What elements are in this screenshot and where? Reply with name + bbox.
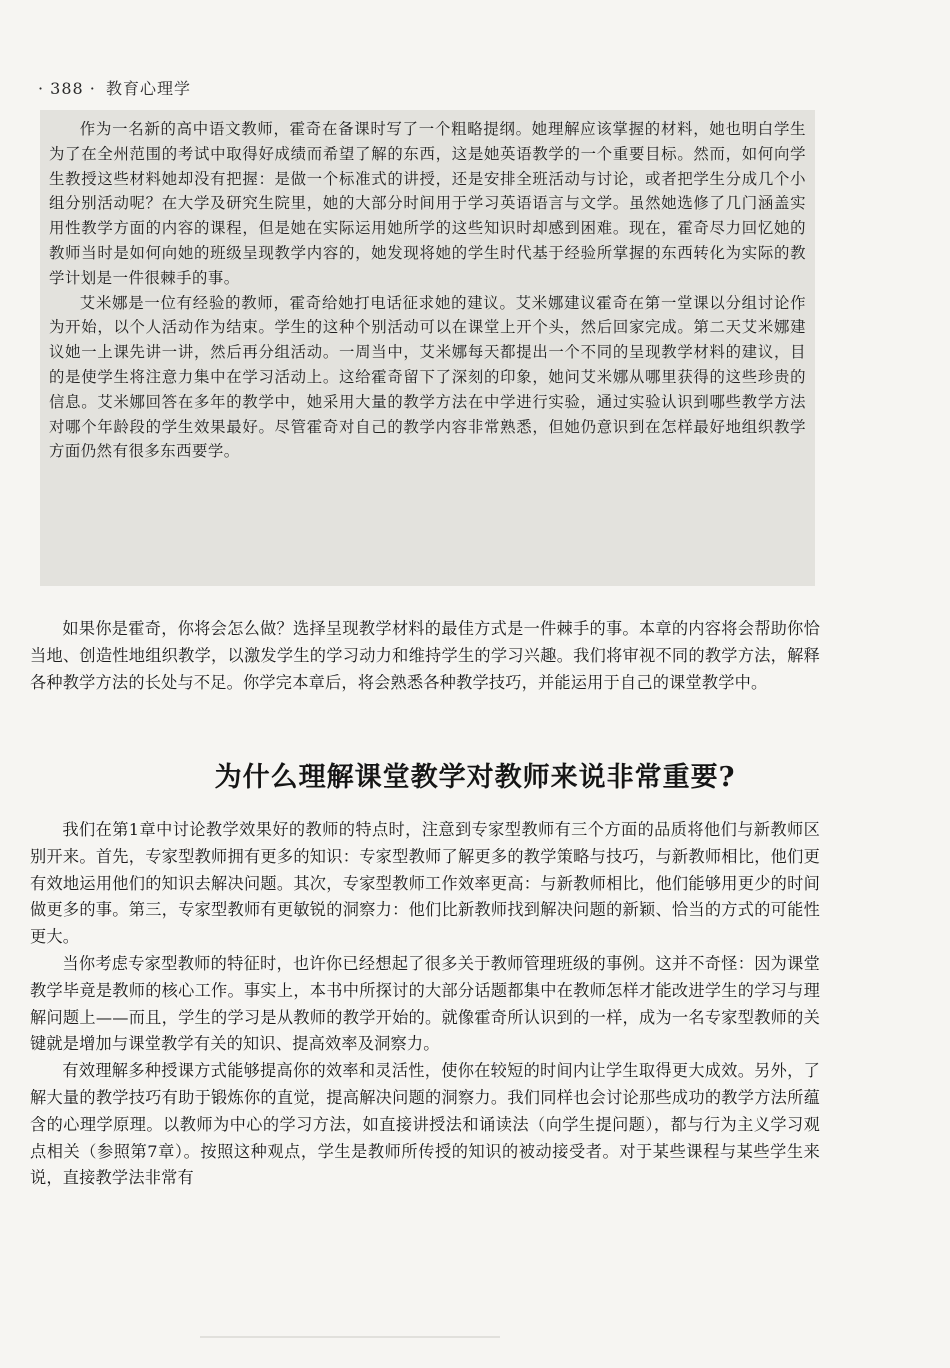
scan-edge-line: [200, 1336, 500, 1338]
case-study-box: [40, 110, 815, 586]
section-body: [30, 817, 820, 1192]
page-header: [38, 76, 191, 99]
section-paragraph-1: 我们在第1章中讨论教学效果好的教师的特点时，注意到专家型教师有三个方面的品质将他们与新教师区别开来。首先，专家型教师拥有更多的知识：专家型教师了解更多的教学策略与技巧，与新教师相比，他们更有效地运用他们的知识去解决问题。其次，专家型教师工作效率更高：与新教师相比，他们能够用更少的时间做更多的事。第三，专家型教师有更敏锐的洞察力：他们比新教师找到解决问题的新颖、恰当的方式的可能性更大。: [30, 820, 820, 947]
section-paragraph-3: 有效理解多种授课方式能够提高你的效率和灵活性，使你在较短的时间内让学生取得更大成效。另外，了解大量的教学技巧有助于锻炼你的直觉，提高解决问题的洞察力。我们同样也会讨论那些成功的教学方法所蕴含的心理学原理。以教师为中心的学习方法，如直接讲授法和诵读法（向学生提问题），都与行为主义学习观点相关（参照第7章）。按照这种观点，学生是教师所传授的知识的被动接受者。对于某些课程与某些学生来说，直接教学法非常有: [30, 1061, 820, 1188]
page-number: · 388 ·: [38, 79, 96, 98]
running-title: 教育心理学: [105, 79, 191, 98]
section-heading: 为什么理解课堂教学对教师来说非常重要?: [214, 762, 736, 793]
chapter-intro: [30, 615, 820, 697]
intro-paragraph: 如果你是霍奇，你将会怎么做？选择呈现教学材料的最佳方式是一件棘手的事。本章的内容将会帮助你恰当地、创造性地组织教学，以激发学生的学习动力和维持学生的学习兴趣。我们将审视不同的教学方法，解释各种教学方法的长处与不足。你学完本章后，将会熟悉各种教学技巧，并能运用于自己的课堂教学中。: [30, 619, 820, 693]
case-paragraph-2: 艾米娜是一位有经验的教师，霍奇给她打电话征求她的建议。艾米娜建议霍奇在第一堂课以分组讨论作为开始，以个人活动作为结束。学生的这种个别活动可以在课堂上开个头，然后回家完成。第二天艾米娜建议她一上课先讲一讲，然后再分组活动。一周当中，艾米娜每天都提出一个不同的呈现教学材料的建议，目的是使学生将注意力集中在学习活动上。这给霍奇留下了深刻的印象，她问艾米娜从哪里获得的这些珍贵的信息。艾米娜回答在多年的教学中，她采用大量的教学方法在中学进行实验，通过实验认识到哪些教学方法对哪个年龄段的学生效果最好。尽管霍奇对自己的教学内容非常熟悉，但她仍意识到在怎样最好地组织教学方面仍然有很多东西要学。: [49, 293, 806, 461]
case-paragraph-1: 作为一名新的高中语文教师，霍奇在备课时写了一个粗略提纲。她理解应该掌握的材料，她也明白学生为了在全州范围的考试中取得好成绩而希望了解的东西，这是她英语教学的一个重要目标。然而，如何向学生教授这些材料她却没有把握：是做一个标准式的讲授，还是安排全班活动与讨论，或者把学生分成几个小组分别活动呢？在大学及研究生院里，她的大部分时间用于学习英语语言与文学。虽然她选修了几门涵盖实用性教学方面的内容的课程，但是她在实际运用她所学的这些知识时却感到困难。现在，霍奇尽力回忆她的教师当时是如何向她的班级呈现教学内容的，她发现将她的学生时代基于经验所掌握的东西转化为实际的教学计划是一件很棘手的事。: [49, 120, 806, 287]
section-paragraph-2: 当你考虑专家型教师的特征时，也许你已经想起了很多关于教师管理班级的事例。这并不奇怪：因为课堂教学毕竟是教师的核心工作。事实上，本书中所探讨的大部分话题都集中在教师怎样才能改进学生的学习与理解问题上——而且，学生的学习是从教师的教学开始的。就像霍奇所认识到的一样，成为一名专家型教师的关键就是增加与课堂教学有关的知识、提高效率及洞察力。: [30, 953, 820, 1054]
